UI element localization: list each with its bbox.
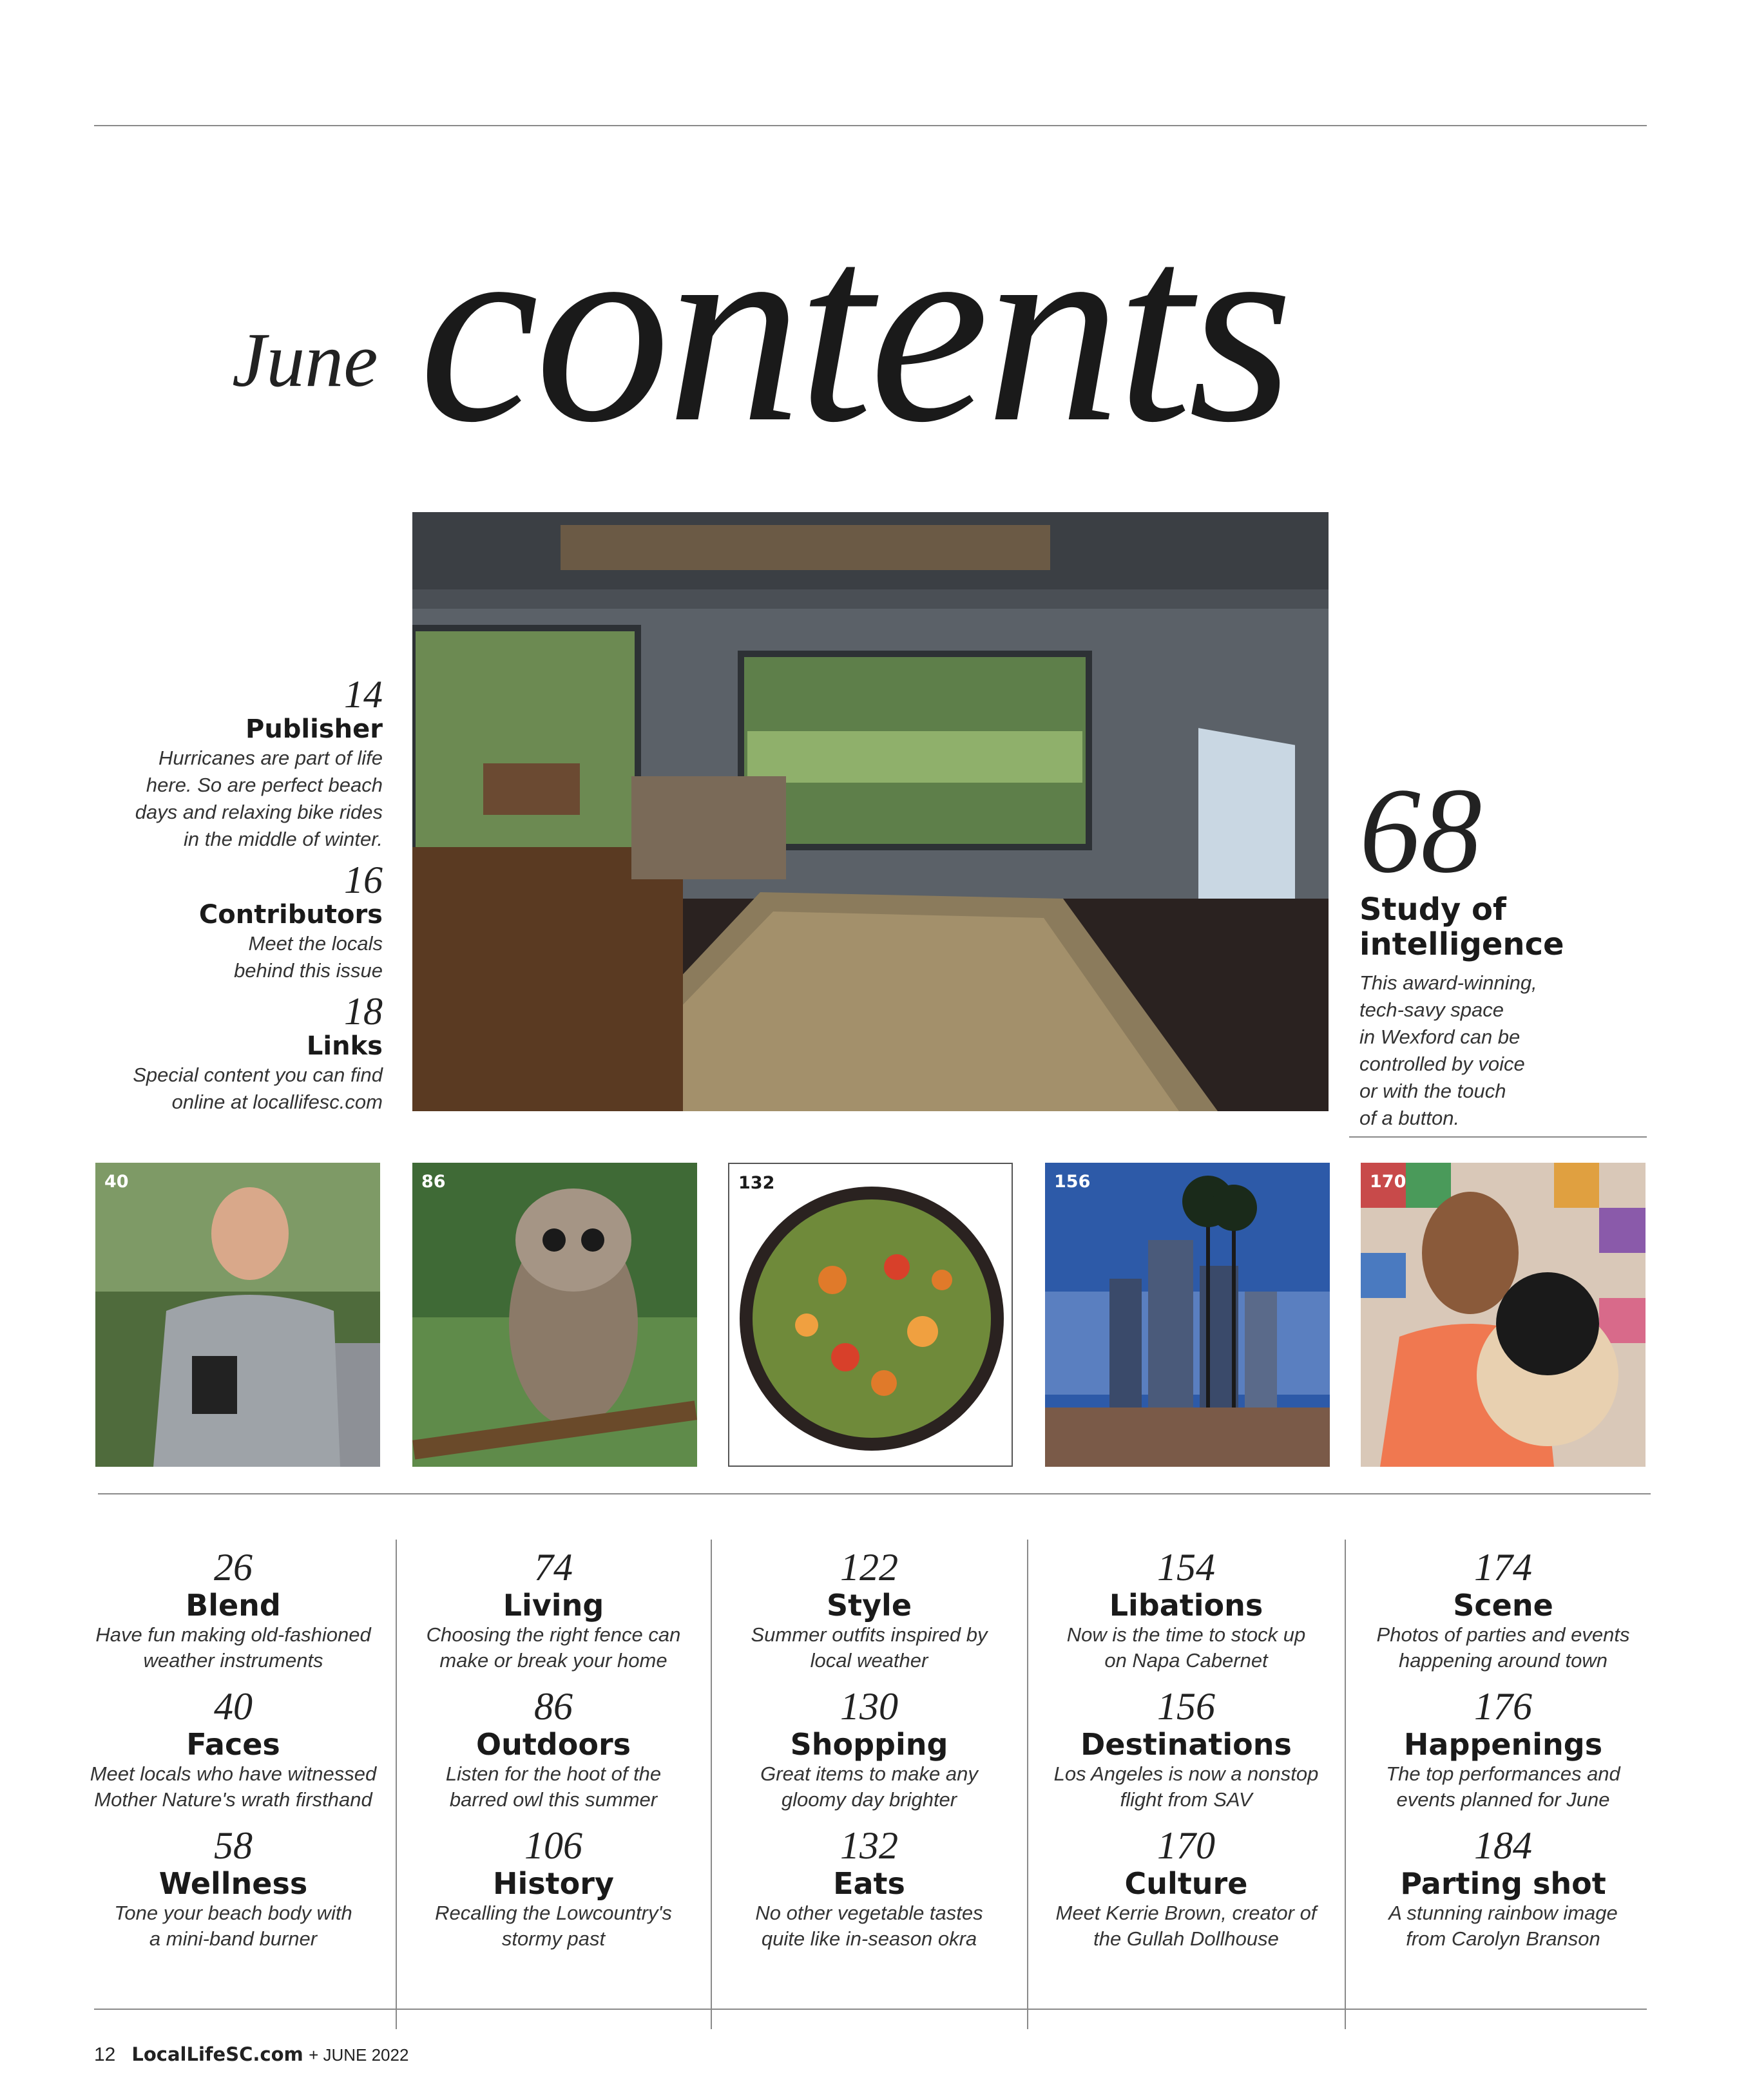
section-heading: Scene [1453, 1588, 1553, 1623]
thumb-badge: 40 [104, 1172, 129, 1192]
page-number: 14 [344, 673, 383, 716]
section-description: Now is the time to stock up on Napa Cabernet [1066, 1623, 1306, 1672]
toc-entry-links[interactable] [48, 992, 383, 1116]
thumb-badge: 156 [1054, 1172, 1091, 1192]
page-number: 26 [214, 1546, 253, 1589]
page-number: 106 [524, 1824, 582, 1867]
issue-date: + JUNE 2022 [309, 2045, 409, 2065]
section-description: Photos of parties and events happening around town [1376, 1623, 1630, 1672]
page-number: 184 [1474, 1824, 1532, 1867]
section-description: Meet locals who have witnessed Mother Nature's wrath firsthand [90, 1762, 377, 1811]
section-heading: Contributors [198, 900, 383, 930]
thumb-los-angeles-photo[interactable] [1045, 1163, 1330, 1467]
thumb-owl-photo[interactable] [412, 1163, 697, 1467]
toc-column [1028, 1546, 1344, 1963]
toc-entry-libations[interactable] [1028, 1546, 1344, 1685]
title-month: June [232, 317, 378, 403]
section-heading: Wellness [158, 1866, 308, 1901]
section-description: Meet the locals behind this issue [234, 932, 383, 982]
footer-rule [94, 2009, 1647, 2010]
page-number: 86 [534, 1685, 573, 1728]
section-description: Recalling the Lowcountry's stormy past [435, 1902, 672, 1950]
section-heading: Destinations [1080, 1727, 1292, 1762]
top-rule [94, 125, 1647, 126]
page-number: 58 [214, 1824, 253, 1867]
folio-number: 12 [94, 2044, 116, 2065]
section-heading: Publisher [245, 714, 383, 744]
section-heading: Happenings [1403, 1727, 1603, 1762]
site-link[interactable]: LocalLifeSC.com [131, 2043, 303, 2065]
toc-entry-culture[interactable] [1028, 1824, 1344, 1963]
section-heading: Parting shot [1400, 1866, 1606, 1901]
section-description: The top performances and events planned for June [1386, 1762, 1620, 1811]
section-heading: Blend [186, 1588, 281, 1623]
toc-entry-wellness[interactable] [75, 1824, 391, 1963]
toc-entry-publisher[interactable] [48, 675, 383, 853]
toc-entry-living[interactable] [396, 1546, 711, 1685]
page-number: 40 [214, 1685, 253, 1728]
toc-entry-contributors[interactable] [48, 861, 383, 984]
title-word: contents [419, 178, 1290, 478]
feature-page-number: 68 [1359, 763, 1482, 899]
toc-entry-shopping[interactable] [711, 1685, 1027, 1824]
section-heading: Culture [1124, 1866, 1248, 1901]
section-heading: Living [503, 1588, 604, 1623]
thumb-culture-photo[interactable] [1361, 1163, 1646, 1467]
thumb-badge: 132 [738, 1173, 775, 1193]
section-description: Great items to make any gloomy day brighter [760, 1762, 978, 1811]
toc-column [396, 1546, 711, 1963]
thumb-badge: 86 [421, 1172, 446, 1192]
toc-feature-study[interactable] [1359, 763, 1694, 1132]
hero-image-study[interactable] [412, 512, 1329, 1111]
toc-entry-destinations[interactable] [1028, 1685, 1344, 1824]
page-number: 122 [840, 1546, 898, 1589]
feature-description: This award-winning, tech-savy space in Wexford can be controlled by voice or with the touch of a button. [1359, 971, 1537, 1129]
page-number: 154 [1157, 1546, 1215, 1589]
section-heading: Libations [1109, 1588, 1263, 1623]
toc-entry-parting-shot[interactable] [1345, 1824, 1661, 1963]
section-description: Choosing the right fence can make or break your home [426, 1623, 681, 1672]
hero-bottom-rule [1349, 1136, 1647, 1138]
section-heading: History [493, 1866, 614, 1901]
toc-entry-style[interactable] [711, 1546, 1027, 1685]
section-description: Special content you can find online at locallifesc.com [133, 1064, 383, 1113]
feature-heading: Study of intelligence [1359, 892, 1564, 962]
thumb-faces-photo[interactable] [95, 1163, 380, 1467]
section-heading: Links [306, 1031, 383, 1061]
section-heading: Eats [833, 1866, 905, 1901]
page-number: 176 [1474, 1685, 1532, 1728]
section-description: Hurricanes are part of life here. So are perfect beach days and relaxing bike rides in the middle of winter. [135, 747, 383, 850]
toc-entry-scene[interactable] [1345, 1546, 1661, 1685]
thumb-okra-photo[interactable] [728, 1163, 1013, 1467]
page-number: 170 [1157, 1824, 1215, 1867]
section-heading: Style [826, 1588, 912, 1623]
section-description: Have fun making old-fashioned weather instruments [95, 1623, 371, 1672]
section-description: A stunning rainbow image from Carolyn Branson [1388, 1902, 1618, 1950]
page-number: 18 [344, 990, 383, 1033]
page-number: 130 [840, 1685, 898, 1728]
section-description: Listen for the hoot of the barred owl this summer [445, 1762, 662, 1811]
page-number: 132 [840, 1824, 898, 1867]
section-heading: Outdoors [475, 1727, 631, 1762]
toc-entry-happenings[interactable] [1345, 1685, 1661, 1824]
page-number: 174 [1474, 1546, 1532, 1589]
toc-entry-eats[interactable] [711, 1824, 1027, 1963]
section-description: Meet Kerrie Brown, creator of the Gullah Dollhouse [1055, 1902, 1317, 1950]
page-title [232, 178, 1456, 478]
section-description: Tone your beach body with a mini-band burner [114, 1902, 352, 1950]
page-number: 156 [1157, 1685, 1215, 1728]
page-number: 16 [344, 859, 383, 901]
toc-entry-faces[interactable] [75, 1685, 391, 1824]
toc-column [75, 1546, 391, 1963]
toc-entry-history[interactable] [396, 1824, 711, 1963]
section-description: No other vegetable tastes quite like in-season okra [755, 1902, 983, 1950]
toc-column [1345, 1546, 1661, 1963]
thumb-badge: 170 [1370, 1172, 1406, 1192]
section-description: Los Angeles is now a nonstop flight from SAV [1053, 1762, 1319, 1811]
toc-entry-blend[interactable] [75, 1546, 391, 1685]
toc-entry-outdoors[interactable] [396, 1685, 711, 1824]
section-heading: Faces [186, 1727, 280, 1762]
thumbs-bottom-rule [98, 1493, 1651, 1494]
section-description: Summer outfits inspired by local weather [751, 1623, 988, 1672]
toc-column [711, 1546, 1027, 1963]
page-footer [94, 2043, 408, 2066]
section-heading: Shopping [790, 1727, 948, 1762]
page-number: 74 [534, 1546, 573, 1589]
